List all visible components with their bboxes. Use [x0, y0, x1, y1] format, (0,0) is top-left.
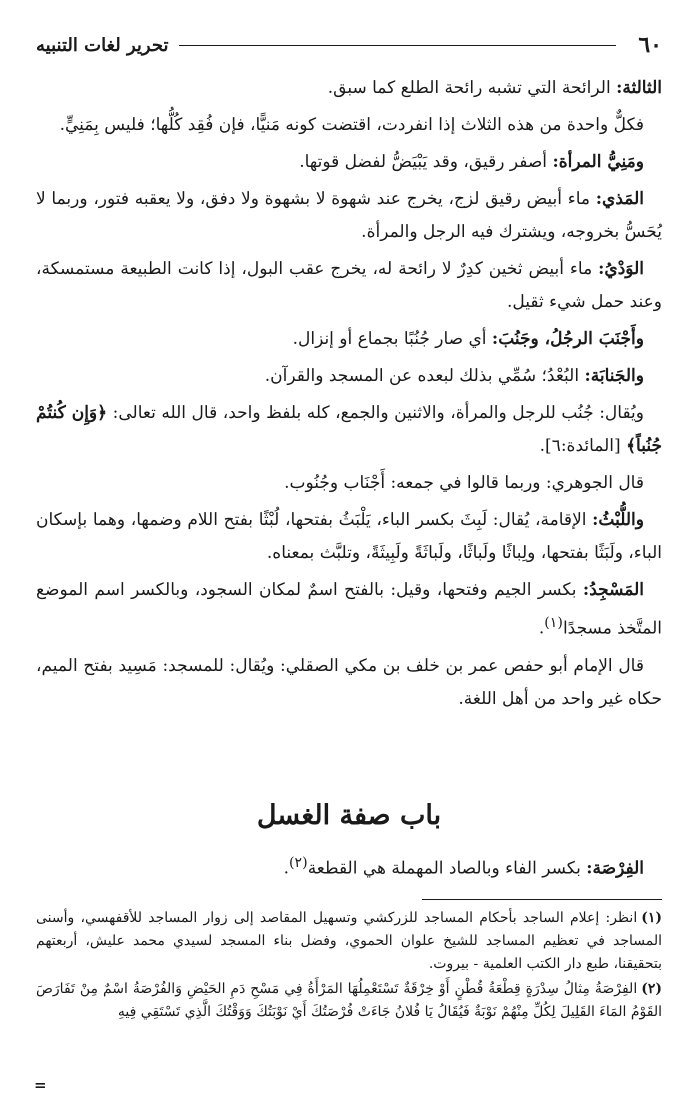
paragraph	[36, 360, 662, 393]
footnotes	[36, 907, 662, 1026]
quran-verse: ﴿وَإِن كُنتُمْ جُنُباً﴾	[36, 403, 662, 456]
term: الفِرْصَة:	[586, 858, 644, 879]
paragraph-text: بكسر الجيم وفتحها، وقيل: بالفتح اسمٌ لمكان السجود، وبالكسر اسم الموضع المتَّخذ مسجدًا	[36, 580, 662, 639]
paragraph-text-end: .	[283, 858, 290, 879]
term: وأَجْنَبَ الرجُلُ، وجَنُبَ:	[491, 329, 644, 349]
footnote-ref[interactable]: (٢)	[289, 855, 308, 871]
paragraph	[36, 650, 662, 716]
footnote-divider	[422, 899, 662, 900]
paragraph-text: ويُقال: جُنُب للرجل والمرأة، والاثنين والجمع، كله بلفظ واحد، قال الله تعالى:	[107, 403, 644, 423]
paragraph	[36, 467, 662, 500]
footnote	[36, 907, 662, 976]
footnote-ref[interactable]: (١)	[544, 615, 563, 631]
paragraph-text: أي صار جُنُبًا بجماع أو إنزال.	[292, 329, 492, 349]
paragraph	[36, 397, 662, 463]
term: ومَنِيُّ المرأة:	[552, 152, 644, 172]
paragraph	[36, 109, 662, 142]
footnote-number: (٢)	[641, 981, 662, 997]
footnote	[36, 978, 662, 1024]
paragraph-text: ماء أبيض رقيق لزج، يخرج عند شهوة لا بشهوة ولا دفق، ولا يعقبه فتور، وربما لا يُحَسُّ بخروجه، ويشترك فيه الرجل والمرأة.	[36, 189, 662, 242]
term: والجَنابَة:	[584, 366, 644, 386]
running-title: تحرير لغات التنبيه	[36, 34, 169, 56]
main-text	[36, 72, 662, 720]
paragraph-text: أصفر رقيق، وقد يَبْيَضُّ لفضل قوتها.	[299, 152, 553, 172]
paragraph	[36, 323, 662, 356]
page-header	[36, 30, 662, 60]
continuation-mark: =	[34, 1076, 47, 1094]
footnote-number: (١)	[641, 910, 662, 926]
paragraph-text: الإقامة، يُقال: لَبِثَ بكسر الباء، يَلْبَثُ بفتحها، لُبْثًا بفتح اللام وضمها، وهما بإسكان الباء، ولَبَثًا بفتحها، ولِباثًا ولَباثًا، ولَباثَةً ولَبِيثَةً، وتلبَّث بمعناه.	[36, 510, 662, 563]
term: الثالثة:	[616, 78, 662, 98]
paragraph	[36, 574, 662, 646]
paragraph-text: فكلٌّ واحدة من هذه الثلاث إذا انفردت، اقتضت كونه مَنيًّا، فإن فُقِد كُلُّها؛ فليس بِمَنِيٍّ.	[59, 115, 644, 135]
paragraph	[36, 504, 662, 570]
paragraph-text: الرائحة التي تشبه رائحة الطلع كما سبق.	[327, 78, 617, 98]
paragraph-text: قال الجوهري: وربما قالوا في جمعه: أَجْنَاب وجُنُوب.	[284, 473, 644, 493]
footnote-text: الفِرْصَةُ مِثالُ سِدْرَةٍ قِطْعَةُ قُطْنٍ أَوْ خِرْقَةٌ تَسْتَعْمِلُهَا المَرْأَةُ فِي مَسْحِ دَمِ الحَيْضِ وَالفُرْصَةُ اسْمٌ مِنْ تَفَارَصَ القَوْمُ المَاءَ القَلِيلَ لِكُلِّ مِنْهُمْ نَوْبَةٌ فَيُقَالُ يَا فُلانُ جَاءَتْ فُرْصَتُكَ أَيْ نَوْبَتُكَ وَوَقْتُكَ الَّذِي تَسْتَقِي فِيهِ	[36, 981, 662, 1020]
term: الوَدْيُ:	[598, 259, 644, 279]
paragraph	[36, 253, 662, 319]
term: واللُّبْثُ:	[592, 510, 644, 530]
paragraph-text: بكسر الفاء وبالصاد المهملة هي القطعة	[307, 858, 587, 879]
chapter-title: باب صفة الغسل	[256, 800, 442, 831]
term: المَذي:	[595, 189, 644, 209]
paragraph	[36, 72, 662, 105]
page-number: ٦٠	[638, 32, 662, 58]
paragraph-text-end: .	[538, 618, 545, 639]
paragraph-text: قال الإمام أبو حفص عمر بن خلف بن مكي الصقلي: ويُقال: للمسجد: مَسِيد بفتح الميم، حكاه غير واحد من أهل اللغة.	[36, 655, 662, 709]
paragraph	[36, 146, 662, 179]
chapter-paragraph	[36, 848, 662, 884]
header-rule	[179, 45, 617, 46]
verse-reference: [المائدة:٦].	[539, 436, 627, 456]
paragraph	[36, 183, 662, 249]
paragraph-text: ماء أبيض ثخين كدِرٌ لا رائحة له، يخرج عقب البول، إذا كانت الطبيعة مستمسكة، وعند حمل شيء ثقيل.	[36, 259, 662, 312]
paragraph-text: البُعْدُ؛ سُمِّي بذلك لبعده عن المسجد والقرآن.	[264, 366, 585, 386]
term: المَسْجِدُ:	[582, 580, 644, 600]
footnote-text: انظر: إعلام الساجد بأحكام المساجد للزركشي وتسهيل المقاصد إلى زوار المساجد للأقفهسي، وأسنى المساجد في تعظيم المساجد للشيخ علوان الحموي، وفضل بناء المسجد لسيدي محمد عليش، أربعتهم بتحقيقنا، طبع دار الكتب العلمية - بيروت.	[36, 910, 662, 972]
